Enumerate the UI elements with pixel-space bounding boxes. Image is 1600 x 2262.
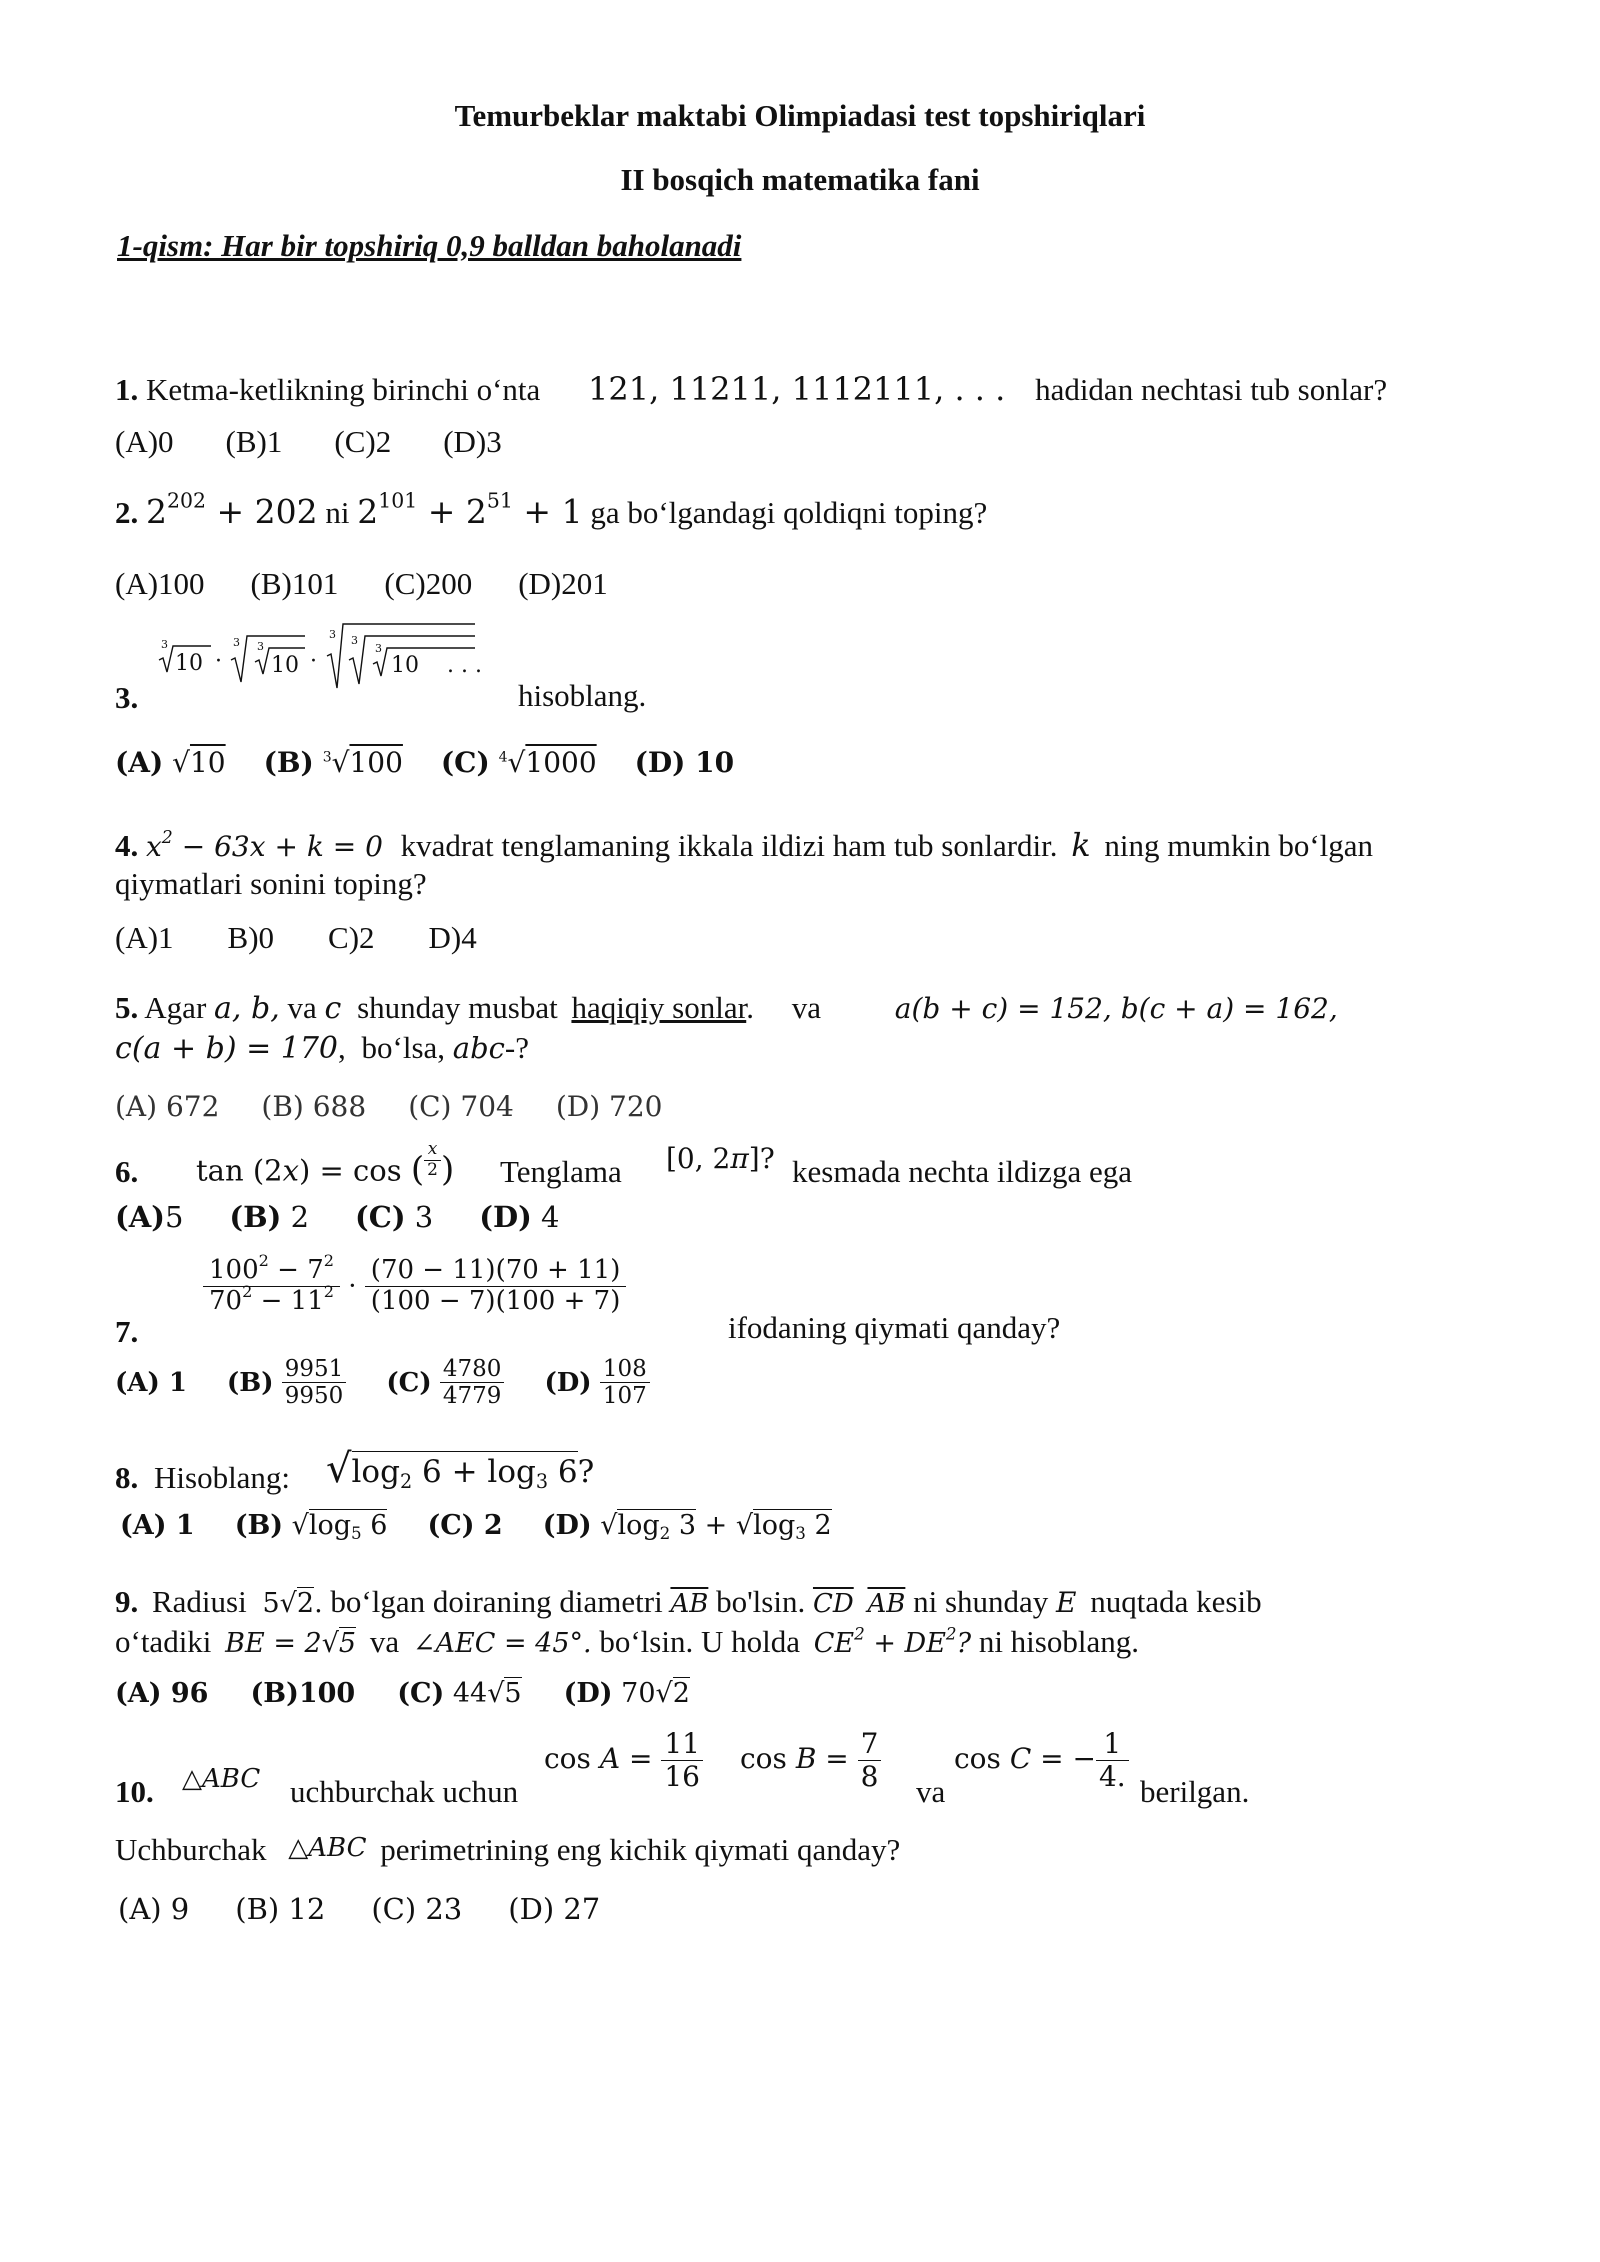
question-text: va [791,990,821,1025]
option-b[interactable]: (B) $\frac{9951}{9950}$ [227,1356,346,1410]
svg-text:10: 10 [391,653,419,678]
question-text: shunday musbat [357,990,558,1025]
question-4 [115,826,1373,864]
question-text: bo‘lsin. U holda [599,1624,800,1659]
option-b[interactable]: (B) 2 [229,1200,310,1234]
option-b[interactable]: (B) 688 [261,1090,367,1123]
option-a[interactable]: (A)1 [115,920,174,955]
formula: a(b + c) = 152, b(c + a) = 162, [894,992,1338,1025]
formula: $√\log_2$ $6 + \log_3 6$? [326,1446,595,1493]
option-label: (D) 10 [634,746,735,779]
question-text: hisoblang. [518,678,647,713]
question-text: ifodaning qiymati qanday? [728,1310,1061,1345]
formula: $CE^2 + DE^2$? [813,1623,972,1659]
option-label: (A) [115,746,164,779]
question-number: 5. [115,990,139,1025]
question-text: va [287,990,317,1025]
option-b[interactable]: (B) $^3$√100 [263,746,403,779]
answer-options [118,1892,636,1926]
question-text: uchburchak uchun [290,1774,519,1809]
option-c[interactable]: (C) 2 [427,1510,503,1541]
option-c[interactable]: (C) 44√5 [397,1678,522,1709]
option-label: (B) [234,1510,284,1541]
svg-text:10: 10 [271,653,299,678]
option-d[interactable]: (D)201 [518,566,608,601]
formula: 5√2. [262,1588,323,1619]
option-c[interactable]: (C) $\frac{4780}{4779}$ [386,1356,504,1410]
option-c[interactable]: (C)2 [334,424,392,459]
question-text: Ketma-ketlikning birinchi o‘nta [146,372,541,407]
question-text: va [369,1624,400,1659]
option-label: (C) [397,1678,445,1709]
option-d[interactable] [635,746,735,779]
svg-text:3: 3 [257,640,264,653]
answer-options [120,1510,868,1544]
option-label: (D) [563,1678,613,1709]
question-10-line-2 [115,1832,900,1868]
option-d[interactable]: (D) 4 [479,1200,560,1234]
svg-text:·: · [310,649,317,674]
svg-text:3: 3 [329,628,336,641]
option-a[interactable]: (A)0 [115,424,174,459]
svg-text:·: · [215,649,222,674]
question-text: qiymatlari sonini toping? [115,866,427,901]
svg-text:10: 10 [175,651,203,676]
question-text: va [916,1774,946,1809]
question-5: 5. Agar a, b, va c shunday musbat haqiqiy sonlar. va a(b + c) = 152, b(c + a) = 162, [115,990,1338,1026]
formula: △ABC [182,1764,261,1794]
formula: $2^{202} + 202$ [146,488,318,531]
answer-options [115,424,538,460]
question-number: 10. [115,1774,154,1809]
question-text: Agar [144,990,207,1025]
option-b[interactable]: (B) 12 [235,1892,326,1926]
question-5-line-2: c(a + b) = 170, bo‘lsa, abc-? [115,1030,529,1066]
section-heading: 1-qism: Har bir topshiriq 0,9 balldan baholanadi [117,228,742,263]
question-number: 8. [115,1460,139,1495]
fraction-formula: $\frac{100^2 - 7^2}{70^2 - 11^2}$ · $\frac{(70 - 11)(70 + 11)}{(100 - 7)(100 + 7)}$ [203,1256,626,1317]
svg-text:. . .: . . . [447,653,482,678]
option-d[interactable]: (D) $√\log_2$ $3 + √\log_3$ 2 [542,1510,832,1544]
formula: [0, 2π]? [666,1142,775,1175]
answer-options [115,1678,726,1709]
formula: $\overline{AB}$ [867,1589,906,1619]
svg-text:3: 3 [375,642,382,655]
option-d[interactable]: (D) $\frac{108}{107}$ [544,1356,649,1410]
option-c[interactable]: (C) 23 [371,1892,463,1926]
option-a[interactable]: (A) 96 [115,1678,209,1709]
formula: c [324,991,342,1026]
question-number: 7. [115,1314,139,1349]
question-text: berilgan. [1140,1774,1250,1809]
option-b[interactable]: B)0 [227,920,275,955]
question-text: bo‘lgan doiraning diametri [330,1584,663,1619]
option-label: (B) [226,1367,274,1398]
question-number: 9. [115,1584,139,1619]
question-2 [115,488,988,531]
formula: cos B = $\frac{7}{8}$ [740,1728,881,1793]
option-a[interactable]: (A)5 [115,1200,184,1234]
svg-text:3: 3 [161,638,168,651]
question-text: kvadrat tenglamaning ikkala ildizi ham tub sonlardir. [400,828,1058,863]
question-number: 3. [115,680,139,715]
nested-roots-formula [155,616,515,696]
option-d[interactable]: (D) 720 [555,1090,663,1123]
question-text: ning mumkin bo‘lgan [1104,828,1374,863]
question-text: o‘tadiki [115,1624,212,1659]
formula: ∠AEC = 45°. [412,1628,592,1659]
question-text: bo'lsin. [716,1584,806,1619]
option-c[interactable]: (C) 3 [355,1200,434,1234]
option-c[interactable]: (C) 704 [408,1090,514,1123]
question-9 [115,1584,1262,1620]
formula: cos A = $\frac{11}{16}$ [544,1728,703,1793]
option-label: (B) [263,746,314,779]
option-a[interactable]: (A) 9 [118,1892,190,1926]
question-number: 6. [115,1154,139,1189]
question-text: bo‘lsa, [361,1030,446,1065]
sequence-formula: 121, 11211, 1112111, . . . [588,370,1006,408]
question-text: perimetrining eng kichik qiymati qanday? [380,1832,901,1867]
answer-options [115,1200,596,1234]
option-c[interactable]: C)2 [328,920,375,955]
question-9-line-2 [115,1624,1139,1660]
formula: c(a + b) = 170 [115,1031,339,1066]
question-number: 4. [115,828,139,863]
option-b[interactable]: (B)100 [250,1678,356,1709]
question-text: ni hisoblang. [978,1624,1139,1659]
answer-options [115,1090,698,1123]
option-label: (D) [544,1367,592,1398]
question-1 [115,370,1387,408]
svg-text:3: 3 [233,636,240,649]
question-text: haqiqiy sonlar [571,990,747,1025]
formula: cos C = − $\frac{1}{4.}$ [954,1728,1129,1793]
option-a[interactable]: (A) √10 [115,746,226,779]
option-b[interactable]: (B)1 [225,424,283,459]
option-b[interactable]: (B) $√\log_5$ 6 [234,1510,388,1544]
question-8 [115,1460,290,1496]
question-text: nuqtada kesib [1090,1584,1262,1619]
option-d[interactable]: D)4 [428,920,477,955]
option-c[interactable]: (C) $^4$√1000 [440,746,597,779]
option-a[interactable]: (A)100 [115,566,205,601]
formula: BE = 2√5 [225,1628,357,1659]
question-text: ni [325,495,350,530]
formula: E [1056,1586,1077,1619]
question-text: ga bo‘lgandagi qoldiqni toping? [590,495,988,530]
question-text: Hisoblang: [154,1460,291,1495]
svg-text:3: 3 [351,634,358,647]
formula: $2^{101} + 2^{51} + 1$ [357,488,583,531]
question-number: 1. [115,372,139,407]
option-d[interactable]: (D)3 [443,424,502,459]
page-title: Temurbeklar maktabi Olimpiadasi test topshiriqlari [454,98,1146,133]
option-d[interactable]: (D) 27 [508,1892,601,1926]
answer-options [115,566,644,602]
formula: abc [452,1031,505,1065]
answer-options [115,920,513,956]
question-number: 2. [115,495,139,530]
formula: k [1071,826,1091,864]
formula: tan (2x) = cos ( $\frac{x}{2}$ ) [196,1139,455,1190]
formula: a, b, [214,991,280,1026]
option-b[interactable]: (B)101 [250,566,339,601]
option-label: (D) [542,1510,592,1541]
question-text: ni shunday [913,1584,1049,1619]
formula: △ABC [288,1833,367,1863]
option-a[interactable]: (A) 1 [115,1367,187,1398]
answer-options [115,1356,686,1410]
formula: $\overline{AB}$ [670,1589,709,1619]
option-d[interactable]: (D) 70√2 [563,1678,690,1709]
option-a[interactable]: (A) 672 [115,1090,220,1123]
page-subtitle: II bosqich matematika fani [620,162,980,197]
formula: $x^2 - 63x + k = 0$ [146,827,383,863]
option-label: (C) [440,746,490,779]
question-text: hadidan nechtasi tub sonlar? [1035,372,1388,407]
question-text: kesmada nechta ildizga ega [792,1154,1132,1189]
option-label: (C) [386,1367,432,1398]
formula: $\overline{CD}$ [812,1589,854,1619]
question-text: Tenglama [500,1154,622,1189]
question-text: Uchburchak [115,1832,267,1867]
option-c[interactable]: (C)200 [384,566,473,601]
option-a[interactable]: (A) 1 [120,1510,195,1541]
answer-options [115,746,770,779]
question-text: Radiusi [152,1584,247,1619]
